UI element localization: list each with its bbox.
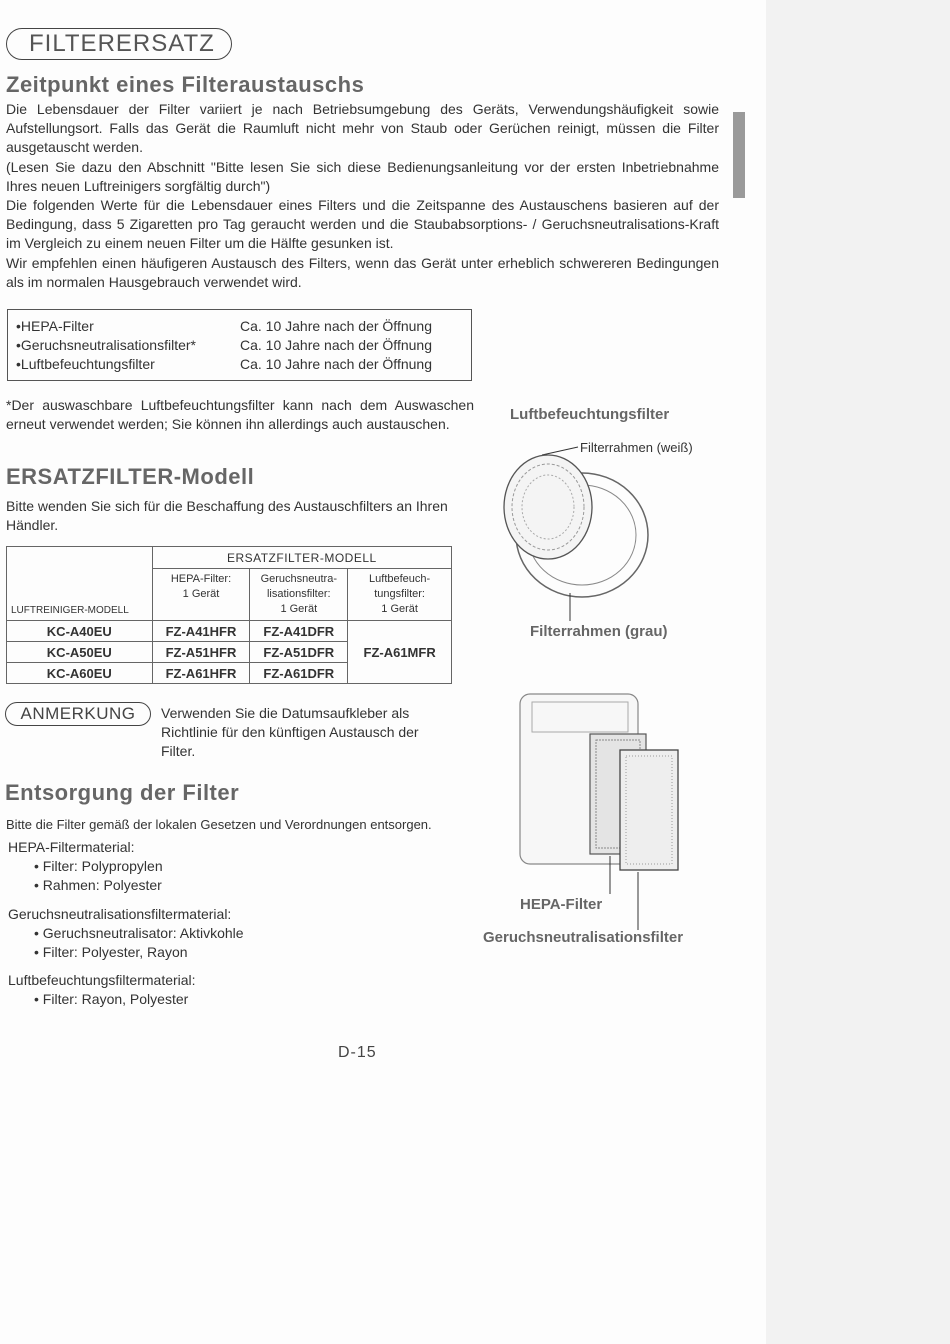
intro-paragraph: Wir empfehlen einen häufigeren Austausch des Filters, wenn das Gerät unter erheblich schwereren Bedingungen als im normalen Hausgebrauch verwendet wird. — [6, 254, 719, 290]
figure2-label-hepa: HEPA-Filter — [520, 896, 603, 913]
hepa-cell: FZ-A51HFR — [152, 642, 250, 663]
lifespan-box — [7, 309, 472, 381]
intro-paragraph: Die Lebensdauer der Filter variiert je nach Betriebsumgebung des Geräts, Verwendungshäufigkeit sowie Aufstellungsort. Falls das Gerät die Raumluft nicht mehr von Staub oder Gerüchen reinigt, müssen die Filter ausgetauscht werden. — [6, 101, 719, 156]
note-label: ANMERKUNG — [5, 702, 151, 726]
hepa-cell: FZ-A61HFR — [152, 663, 250, 684]
row-header: LUFTREINIGER-MODELL — [7, 547, 153, 621]
figure2-label-odor: Geruchsneutralisationsfilter — [483, 929, 684, 946]
section-tab-marker — [733, 112, 745, 198]
page-number: D-15 — [338, 1044, 377, 1061]
model-intro: Bitte wenden Sie sich für die Beschaffung des Austauschfilters an Ihren Händler. — [6, 498, 448, 533]
heading-model: ERSATZFILTER-Modell — [6, 464, 255, 489]
figure1-label-white: Filterrahmen (weiß) — [580, 440, 693, 455]
humidifier-filter-illustration — [490, 425, 660, 625]
lifespan-row — [16, 336, 465, 355]
lifespan-row — [16, 355, 465, 374]
note-line: Richtlinie für den künftigen Austausch der — [161, 724, 419, 740]
col-humid — [348, 569, 452, 621]
col-humid-line: Luftbefeuch- — [369, 573, 431, 585]
lifespan-row — [16, 317, 465, 336]
model-cell: KC-A40EU — [7, 621, 153, 642]
table-row — [7, 621, 452, 642]
note-line: Verwenden Sie die Datumsaufkleber als — [161, 705, 410, 721]
odor-cell: FZ-A41DFR — [250, 621, 348, 642]
model-cell: KC-A60EU — [7, 663, 153, 684]
odor-cell: FZ-A51DFR — [250, 642, 348, 663]
col-humid-line: tungsfilter: — [374, 588, 425, 600]
table-row — [7, 547, 452, 569]
filter-name: •Geruchsneutralisationsfilter* — [16, 337, 196, 353]
material-item: • Filter: Polyester, Rayon — [34, 944, 188, 960]
section-title: FILTERERSATZ — [6, 28, 232, 60]
col-odor-line: Geruchsneutra- — [260, 573, 337, 585]
col-odor-line: 1 Gerät — [280, 603, 318, 615]
material-item: • Filter: Polypropylen — [34, 858, 163, 874]
intro-paragraph: (Lesen Sie dazu den Abschnitt "Bitte lesen Sie sich diese Bedienungsanleitung vor der ersten Inbetriebnahme Ihres neuen Luftreinigers sorgfältig durch") — [6, 158, 719, 194]
table-title: ERSATZFILTER-MODELL — [152, 547, 451, 569]
model-cell: KC-A50EU — [7, 642, 153, 663]
model-table — [6, 546, 452, 684]
filter-lifespan: Ca. 10 Jahre nach der Öffnung — [240, 318, 432, 334]
filter-lifespan: Ca. 10 Jahre nach der Öffnung — [240, 337, 432, 353]
col-hepa-line: HEPA-Filter: — [170, 573, 232, 585]
hepa-cell: FZ-A41HFR — [152, 621, 250, 642]
footnote: *Der auswaschbare Luftbefeuchtungsfilter kann nach dem Auswaschen erneut verwendet werden; Sie können ihn allerdings auch austauschen. — [6, 397, 474, 432]
col-hepa — [152, 569, 250, 621]
scan-margin — [766, 0, 950, 1344]
material-item: • Geruchsneutralisator: Aktivkohle — [34, 925, 244, 941]
material-title: Luftbefeuchtungsfiltermaterial: — [8, 972, 196, 988]
intro-paragraph: Die folgenden Werte für die Lebensdauer eines Filters und die Zeitspanne des Austauschens basieren auf der Bedingung, dass 5 Zigaretten pro Tag geraucht werden und die Staubabsorptions- / Geruchsneutralisations-Kraft im Vergleich zu einem neuen Filter um die Hälfte gesunken ist. — [6, 197, 719, 252]
figure1-title: Luftbefeuchtungsfilter — [510, 406, 670, 423]
intro-text — [6, 100, 719, 292]
note-text — [161, 704, 471, 761]
col-odor — [250, 569, 348, 621]
note-line: Filter. — [161, 743, 196, 759]
col-humid-line: 1 Gerät — [381, 603, 418, 615]
material-title: Geruchsneutralisationsfiltermaterial: — [8, 906, 232, 922]
col-odor-line: lisationsfilter: — [266, 588, 331, 600]
material-item: • Filter: Rayon, Polyester — [34, 991, 189, 1007]
filter-lifespan: Ca. 10 Jahre nach der Öffnung — [240, 356, 432, 372]
figure1-label-gray: Filterrahmen (grau) — [530, 623, 668, 640]
disposal-intro: Bitte die Filter gemäß der lokalen Gesetzen und Verordnungen entsorgen. — [6, 817, 432, 832]
materials-list — [8, 838, 468, 1009]
material-item: • Rahmen: Polyester — [34, 877, 162, 893]
material-title: HEPA-Filtermaterial: — [8, 839, 135, 855]
humid-cell: FZ-A61MFR — [348, 621, 452, 684]
filter-name: •Luftbefeuchtungsfilter — [16, 356, 155, 372]
heading-disposal: Entsorgung der Filter — [5, 780, 240, 805]
col-hepa-line: 1 Gerät — [182, 588, 220, 600]
odor-cell: FZ-A61DFR — [250, 663, 348, 684]
heading-replacement-time: Zeitpunkt eines Filteraustauschs — [6, 72, 365, 97]
filter-name: •HEPA-Filter — [16, 318, 94, 334]
